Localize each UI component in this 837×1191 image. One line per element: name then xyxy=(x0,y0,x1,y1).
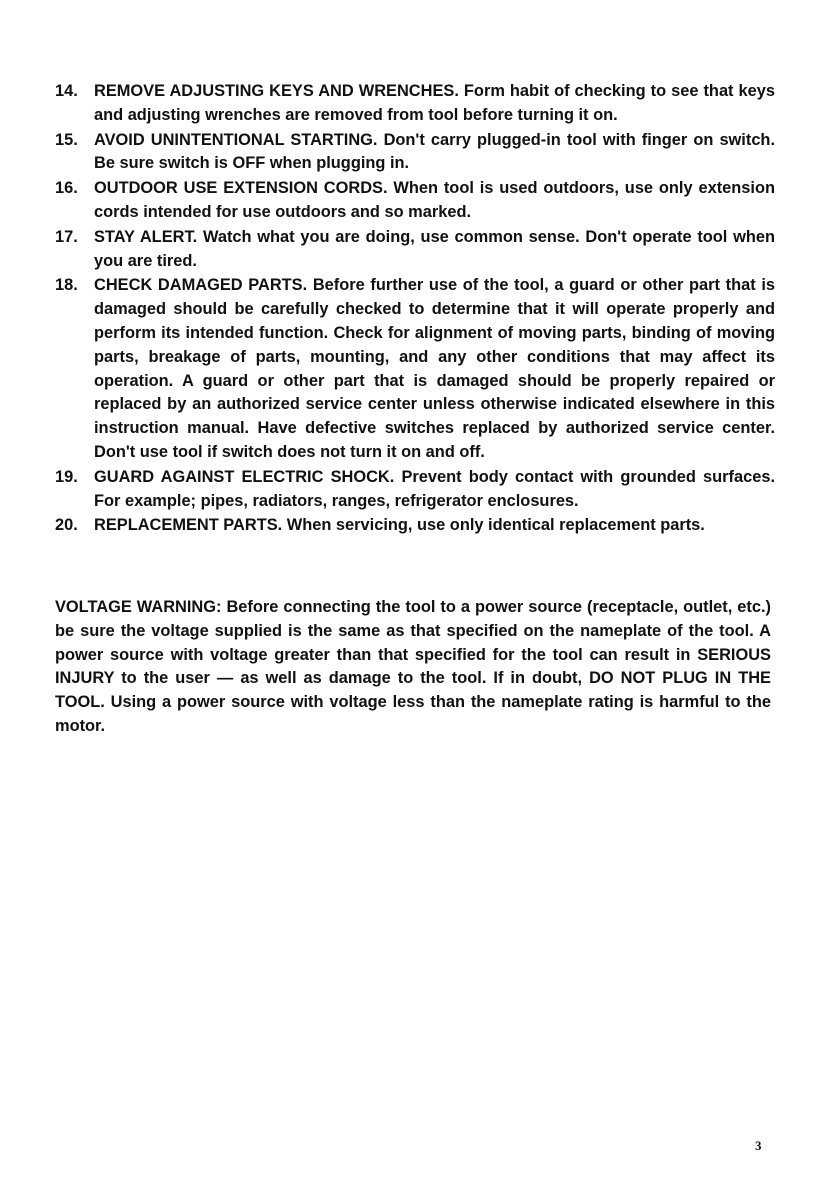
rule-title: REMOVE ADJUSTING KEYS AND WRENCHES. xyxy=(94,82,459,100)
rule-title: CHECK DAMAGED PARTS. xyxy=(94,276,308,295)
rule-text: Prevent body contact with grounded surfaces. For example; pipes, radiators, ranges, refrigerator enclosures. xyxy=(94,467,775,510)
rule-title: OUTDOOR USE EXTENSION CORDS. xyxy=(94,179,388,198)
page-number: 3 xyxy=(755,1138,762,1153)
rule-number: 14. xyxy=(55,82,78,100)
voltage-warning-text: Before connecting the tool to a power source (receptacle, outlet, etc.) be sure the voltage supplied is the same as that specified on the nameplate of the tool. A power source with voltage greater than that specified for the tool can result in SERIOUS INJURY to the user — as well as damage to the tool. If in doubt, DO NOT PLUG IN THE TOOL. Using a power source with voltage less than the nameplate rating is harmful to the motor. xyxy=(55,598,771,735)
rule-title: GUARD AGAINST ELECTRIC SHOCK. xyxy=(94,467,395,486)
rule-title: STAY ALERT. xyxy=(94,227,198,246)
safety-rules-list xyxy=(55,80,775,539)
safety-rule-15 xyxy=(55,129,775,177)
rule-number: 18. xyxy=(55,276,78,295)
rule-number: 16. xyxy=(55,179,78,198)
voltage-warning xyxy=(55,596,771,739)
safety-rule-17 xyxy=(55,226,775,274)
safety-rule-16 xyxy=(55,177,775,225)
safety-rule-14 xyxy=(55,80,775,128)
rule-text: Before further use of the tool, a guard or other part that is damaged should be carefully checked to determine that it will operate properly and perform its intended function. Check for alignment of moving parts, binding of moving parts, breakage of parts, mounting, and any other conditions that may affect its operation. A guard or other part that is damaged should be properly repaired or replaced by an authorized service center unless otherwise indicated elsewhere in this instruction manual. Have defective switches replaced by authorized service center. Don't use tool if switch does not turn it on and off. xyxy=(94,276,775,461)
rule-text: Don't carry plugged-in tool with finger on switch. Be sure switch is OFF when plugging in. xyxy=(94,130,776,173)
rule-text: When tool is used outdoors, use only extension cords intended for use outdoors and so marked. xyxy=(94,179,775,221)
voltage-warning-label: VOLTAGE WARNING: xyxy=(55,598,222,616)
rule-text: When servicing, use only identical replacement parts. xyxy=(286,516,705,535)
safety-rule-20 xyxy=(55,514,775,538)
rule-text: Form habit of checking to see that keys and adjusting wrenches are removed from tool before turning it on. xyxy=(94,82,775,124)
safety-rule-18 xyxy=(55,274,775,464)
rule-text: Watch what you are doing, use common sense. Don't operate tool when you are tired. xyxy=(94,227,775,270)
safety-rule-19 xyxy=(55,466,775,514)
rule-number: 15. xyxy=(55,130,78,149)
rule-number: 20. xyxy=(55,516,78,535)
rule-number: 19. xyxy=(55,467,78,486)
rule-number: 17. xyxy=(55,227,78,246)
rule-title: AVOID UNINTENTIONAL STARTING. xyxy=(94,130,378,149)
rule-title: REPLACEMENT PARTS. xyxy=(94,516,283,535)
